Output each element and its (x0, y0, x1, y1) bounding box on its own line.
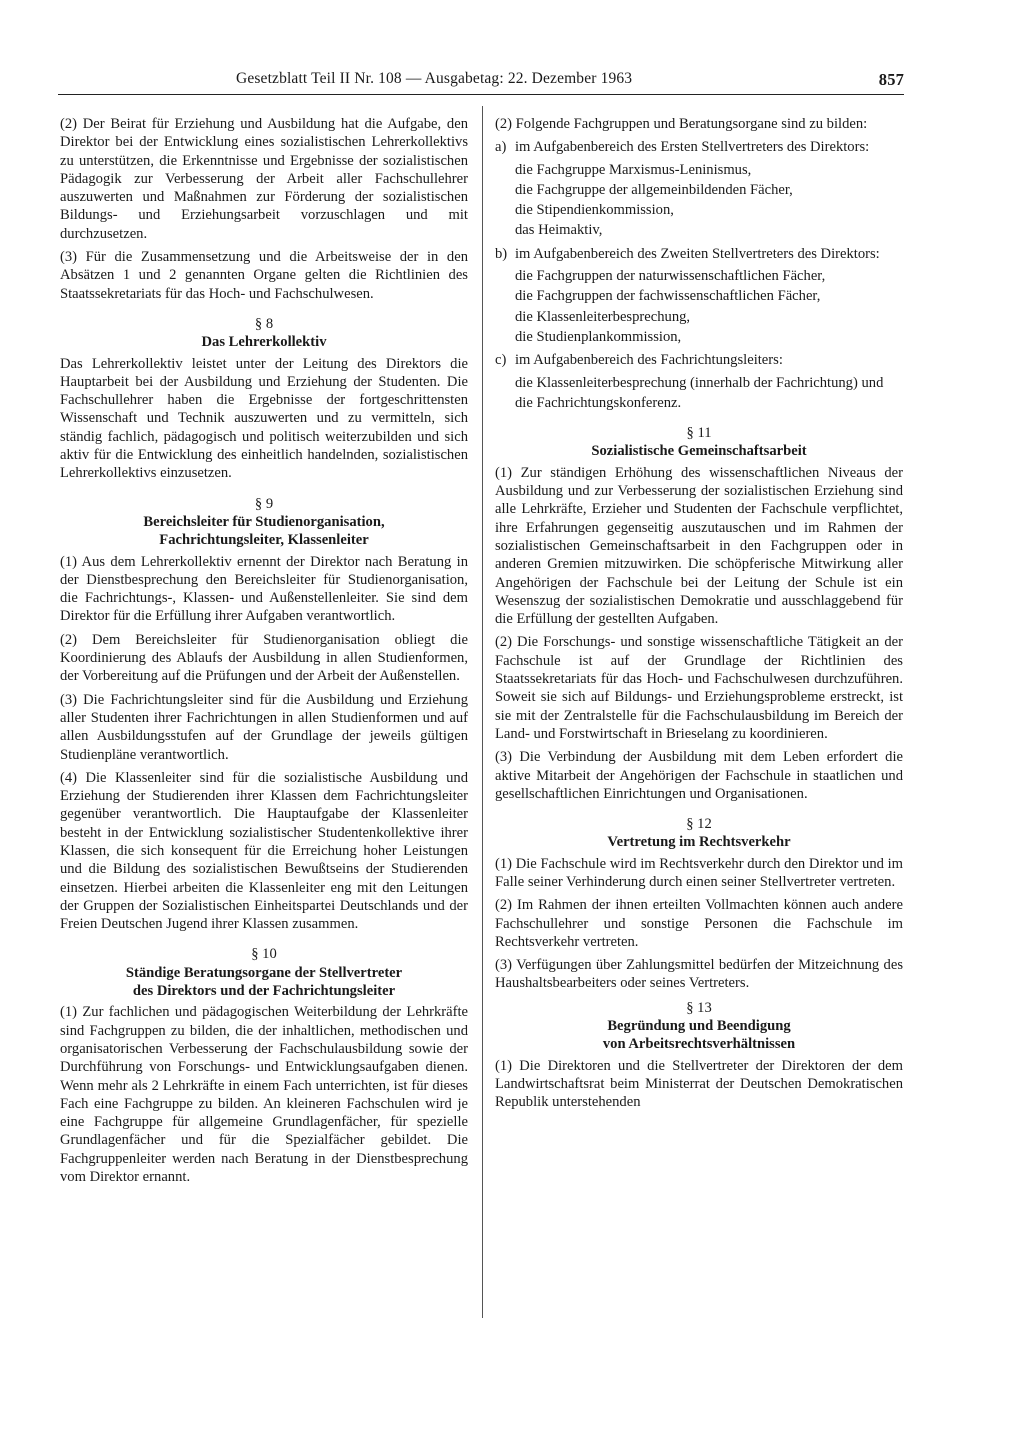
header-title: Gesetzblatt Teil II Nr. 108 — Ausgabetag: 22. Dezember 1963 (236, 70, 633, 87)
list-subitem: die Studienplankommission, (515, 328, 682, 345)
section-8-title: Das Lehrerkollektiv (201, 334, 327, 351)
right-column (495, 115, 903, 1117)
list-item-b (495, 245, 903, 263)
list-label-a: a) (495, 139, 507, 156)
list-label-b: b) (495, 245, 508, 262)
list-subitem: die Fachrichtungskonferenz. (515, 394, 682, 411)
paragraph-beirat: (2) Der Beirat für Erziehung und Ausbildung hat die Aufgabe, den Direktor bei der Entwicklung eines sozialistischen Lehrerkollektivs zu unterstützen, die Erkenntnisse und Ergebnisse der sozialistischen Pädagogik zur Verbesserung der Arbeit aller Fachschullehrer auszuwerten und Maßnahmen zur Förderung der sozialistischen Bildungs- und Erziehungsarbeit vorzuschlagen und mit durchzusetzen. (60, 116, 468, 242)
section-8-paragraph: Das Lehrerkollektiv leistet unter der Leitung des Direktors die Hauptarbeit bei der Ausbildung und Erziehung der Studenten. Die Fachschullehrer haben die Ergebnisse der fortgeschrittensten Wissenschaft und Technik auszuwerten und zu vermitteln, sich ständig fachlich, pädagogisch und politisch weiterzubilden und sich aktiv für die Entwicklung des einheitlich handelnden, sozialistischen Lehrerkollektivs einzusetzen. (60, 355, 468, 482)
section-8-number: § 8 (254, 315, 274, 332)
section-11-paragraph-2: (2) Die Forschungs- und sonstige wissenschaftliche Tätigkeit an der Fachschule ist auf der Grundlage der Richtlinien des Staatssekretariats für das Hoch- und Fachschulwesen durchzuführen. Soweit sie sich auf Bildungs- und Erziehungsprobleme erstreckt, ist sie mit der Zentralstelle für die Fachschulausbildung im Bereich der Land- und Forstwirtschaft in Brieselang zu koordinieren. (495, 634, 903, 742)
section-9-paragraph-2: (2) Dem Bereichsleiter für Studienorganisation obliegt die Koordinierung des Ablaufs der Ausbildung in allen Studienformen, der Vorbereitung auf die Prüfungen und der Arbeit der Außenstellen. (60, 631, 468, 685)
section-13-paragraph-1: (1) Die Direktoren und die Stellvertreter der Direktoren der dem Landwirtschaftsrat beim Ministerrat der Deutschen Demokratischen Republik unterstehenden (495, 1057, 903, 1111)
section-9-paragraph-4: (4) Die Klassenleiter sind für die sozialistische Ausbildung und Erziehung der Studierenden ihrer Klassen dem Fachrichtungsleiter gegenüber verantwortlich. Die Hauptaufgabe der Klassenleiter besteht in der Entwicklung sozialistischer Studentenkollektive ihrer Klassen, die sich konsequent für die Erreichung hoher Leistungen und die Bildung des sozialistischen Bewußtseins der Studierenden einsetzen. Hierbei arbeiten die Klassenleiter eng mit den Leitungen der Gruppen der Sozialistischen Einheitspartei Deutschlands und der Freien Deutschen Jugend ihrer Klassen zusammen. (60, 769, 468, 933)
section-11-paragraph-3: (3) Die Verbindung der Ausbildung mit dem Leben erfordert die aktive Mitarbeit der Angehörigen der Fachschule in staatlichen und gesellschaftlichen Einrichtungen und Organisationen. (495, 749, 903, 802)
section-9-title-line-1: Bereichsleiter für Studienorganisation, (143, 513, 385, 530)
section-10-title-line-1: Ständige Beratungsorgane der Stellvertreter (125, 964, 403, 981)
section-12-number: § 12 (686, 816, 712, 833)
list-subitem: die Klassenleiterbesprechung (innerhalb der Fachrichtung) und (515, 374, 884, 391)
column-divider (482, 106, 483, 1318)
section-13-title-line-2: von Arbeitsrechtsverhältnissen (602, 1036, 796, 1053)
section-10-paragraph-1: (1) Zur fachlichen und pädagogischen Weiterbildung der Lehrkräfte sind Fachgruppen zu bilden, die der inhaltlichen, methodischen und organisatorischen Verbesserung der Fachschulausbildung sowie der Durchführung von Forschungs- und Entwicklungsaufgaben dienen. Wenn mehr als 2 Lehrkräfte in einem Fach unterrichten, ist für dieses Fach eine Fachgruppe zu bilden. An kleineren Fachschulen wird je eine Fachgruppe für allgemeine Grundlagenfächer, für spezielle Grundlagenfächer und für die Spezialfächer gebildet. Die Fachgruppenleiter werden nach Beratung in der Dienstbesprechung vom Direktor ernannt. (60, 1004, 468, 1186)
section-13-title-line-1: Begründung und Beendigung (607, 1018, 791, 1035)
section-9-title-line-2: Fachrichtungsleiter, Klassenleiter (159, 532, 369, 549)
list-item-a (495, 138, 903, 156)
section-9-number: § 9 (254, 495, 274, 512)
list-subitem: die Stipendienkommission, (515, 202, 674, 219)
paragraph-zusammensetzung: (3) Für die Zusammensetzung und die Arbeitsweise der in den Absätzen 1 und 2 genannten Organe gelten die Richtlinien des Staatssekretariats für das Hoch- und Fachschulwesen. (60, 249, 468, 302)
left-column (60, 115, 468, 1191)
section-11-paragraph-1: (1) Zur ständigen Erhöhung des wissenschaftlichen Niveaus der Ausbildung und zur Verbesserung der sozialistischen Erziehung sind alle Lehrkräfte, Erzieher und Studenten der Fachschule verpflichtet, ihre Erfahrungen gegenseitig auszutauschen und im Rahmen der sozialistischen Gemeinschaftsarbeit in den Fachgruppen oder in anderen Gremien mitzuwirken. Die schöpferische Mitwirkung aller Angehörigen der Fachschule bei der Leitung der Schule ist ein Wesenszug der sozialistischen Demokratie und ausschlaggebend für die Erfüllung der gestellten Aufgaben. (495, 464, 903, 628)
list-text-a: im Aufgabenbereich des Ersten Stellvertreters des Direktors: (515, 139, 870, 156)
list-subitem: die Fachgruppe Marxismus-Leninismus, (515, 161, 752, 178)
header-rule (58, 94, 904, 95)
section-13-number: § 13 (686, 999, 712, 1016)
section-10-title-line-2: des Direktors und der Fachrichtungsleiter (132, 983, 396, 1000)
list-subitem: die Fachgruppen der fachwissenschaftlichen Fächer, (515, 288, 821, 305)
section-10-paragraph-2-intro: (2) Folgende Fachgruppen und Beratungsorgane sind zu bilden: (495, 116, 868, 132)
list-item-c (495, 351, 903, 369)
section-11-number: § 11 (686, 425, 712, 442)
list-subitem: die Fachgruppen der naturwissenschaftlichen Fächer, (515, 268, 826, 285)
section-11-title: Sozialistische Gemeinschaftsarbeit (591, 443, 807, 460)
section-9-paragraph-3: (3) Die Fachrichtungsleiter sind für die Ausbildung und Erziehung aller Studenten ihrer Fachrichtungen in allen Studienformen und auf allen Ausbildungsstufen auf der Grundlage der jeweils gültigen Studienpläne verantwortlich. (60, 691, 468, 763)
list-text-b: im Aufgabenbereich des Zweiten Stellvertreters des Direktors: (515, 245, 880, 262)
section-10-number: § 10 (251, 946, 277, 963)
section-12-paragraph-3: (3) Verfügungen über Zahlungsmittel bedürfen der Mitzeichnung des Haushaltsbearbeiters oder seines Vertreters. (495, 957, 903, 992)
page-header (58, 70, 904, 92)
section-12-paragraph-1: (1) Die Fachschule wird im Rechtsverkehr durch den Direktor und im Falle seiner Verhinderung durch einen seiner Stellvertreter vertreten. (495, 855, 903, 890)
list-subitem: die Fachgruppe der allgemeinbildenden Fächer, (515, 181, 793, 198)
section-9-paragraph-1: (1) Aus dem Lehrerkollektiv ernennt der Direktor nach Beratung in der Dienstbesprechung den Bereichsleiter für Studienorganisation, die Fachrichtungs-, Klassen- und Außenstellenleiter. Sie sind dem Direktor für die Erfüllung ihrer Aufgaben verantwortlich. (60, 553, 468, 625)
list-subitem: die Klassenleiterbesprechung, (515, 308, 691, 325)
list-label-c: c) (495, 352, 507, 369)
page-number: 857 (878, 70, 904, 89)
list-subitem: das Heimaktiv, (515, 222, 603, 239)
section-12-title: Vertretung im Rechtsverkehr (607, 834, 791, 851)
list-text-c: im Aufgabenbereich des Fachrichtungsleiters: (515, 352, 783, 369)
section-12-paragraph-2: (2) Im Rahmen der ihnen erteilten Vollmachten können auch andere Fachschullehrer und sonstige Personen die Fachschule im Rechtsverkehr vertreten. (495, 897, 903, 950)
